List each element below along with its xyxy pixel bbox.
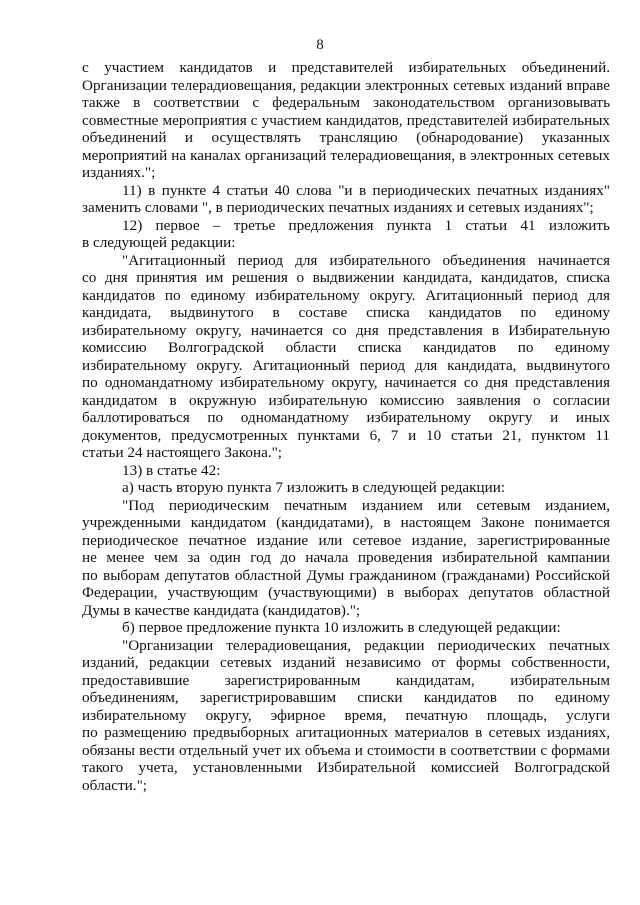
text-line: не менее чем за один год до начала проведения избирательной кампании [82,549,610,566]
text-line: объединениям, зарегистрировавшим списки кандидатов по единому [82,689,610,706]
text-line: области."; [82,776,147,794]
text-line: избирательному округу, эфирное время, печатную площадь, услуги [82,706,610,724]
text-line: 11) в пункте 4 статьи 40 слова "и в периодических печатных изданиях" [122,181,610,199]
text-line: кандидата, выдвинутого в составе списка кандидатов по единому [82,304,610,321]
text-line: избирательному округу. Агитационный период для кандидата, выдвинутого [82,356,610,374]
text-line: б) первое предложение пункта 10 изложить в следующей редакции: [122,619,561,636]
text-line: в следующей редакции: [82,234,236,251]
text-line: такого учета, установленными Избирательной комиссией Волгоградской [82,759,610,776]
text-line: избирательному округу, начинается со дня представления в Избирательную [82,321,610,339]
document-body [82,59,610,794]
text-line: "Агитационный период для избирательного объединения начинается [122,251,610,269]
text-line: кандидатов по единому избирательному округу. Агитационный период для [82,286,610,304]
text-line: Организации телерадиовещания, редакции электронных сетевых изданий вправе [82,76,610,94]
text-line: кандидатом в окружную избирательную комиссию заявления о согласии [82,391,610,409]
text-line: периодическое печатное издание или сетевое издание, зарегистрированные [82,531,610,549]
text-line: а) часть вторую пункта 7 изложить в следующей редакции: [122,479,506,496]
text-line: предоставившие зарегистрированным кандидатам, избирательным [82,671,610,689]
text-line: Думы в качестве кандидата (кандидатов)."; [82,601,361,619]
text-line: с участием кандидатов и представителей избирательных объединений. [82,59,610,76]
text-line: Федерации, участвующим (участвующими) в выборах депутатов областной [82,584,610,601]
text-line: также в соответствии с федеральным законодательством организовывать [82,94,610,111]
text-line: заменить словами ", в периодических печатных изданиях и сетевых изданиях"; [82,199,594,216]
text-line: 12) первое – третье предложения пункта 1 статьи 41 изложить [122,216,610,234]
text-line: обязаны вести отдельный учет их объема и стоимости в соответствии с формами [82,741,610,759]
text-line: объединений и осуществлять трансляцию (обнародование) указанных [82,129,610,146]
text-line: по выборам депутатов областной Думы гражданином (гражданами) Российской [82,566,610,584]
text-line: по одномандатному избирательному округу, начинается со дня представления [82,374,610,391]
page-number: 8 [316,37,324,53]
text-line: "Под периодическим печатным изданием или сетевым изданием, [122,496,610,514]
text-line: 13) в статье 42: [122,461,221,479]
text-line: изданиях."; [82,164,156,181]
text-line: совместные мероприятия с участием кандидатов, представителей избирательных [82,111,610,129]
text-line: баллотироваться по одномандатному избирательному округу и иных [82,409,610,426]
text-line: по размещению предвыборных агитационных материалов в сетевых изданиях, [82,724,610,741]
text-line: изданий, редакции сетевых изданий независимо от формы собственности, [82,654,610,671]
text-line: статьи 24 настоящего Закона."; [82,444,283,461]
text-line: учрежденными кандидатом (кандидатами), в настоящем Законе понимается [82,514,610,531]
text-line: "Организации телерадиовещания, редакции периодических печатных [122,636,610,654]
text-line: комиссию Волгоградской области списка кандидатов по единому [82,339,610,356]
text-line: мероприятий на каналах организаций телерадиовещания, в электронных сетевых [82,146,610,164]
text-line: со дня принятия им решения о выдвижении кандидата, кандидатов, списка [82,269,610,286]
text-line: документов, предусмотренных пунктами 6, 7 и 10 статьи 21, пунктом 11 [82,426,610,444]
